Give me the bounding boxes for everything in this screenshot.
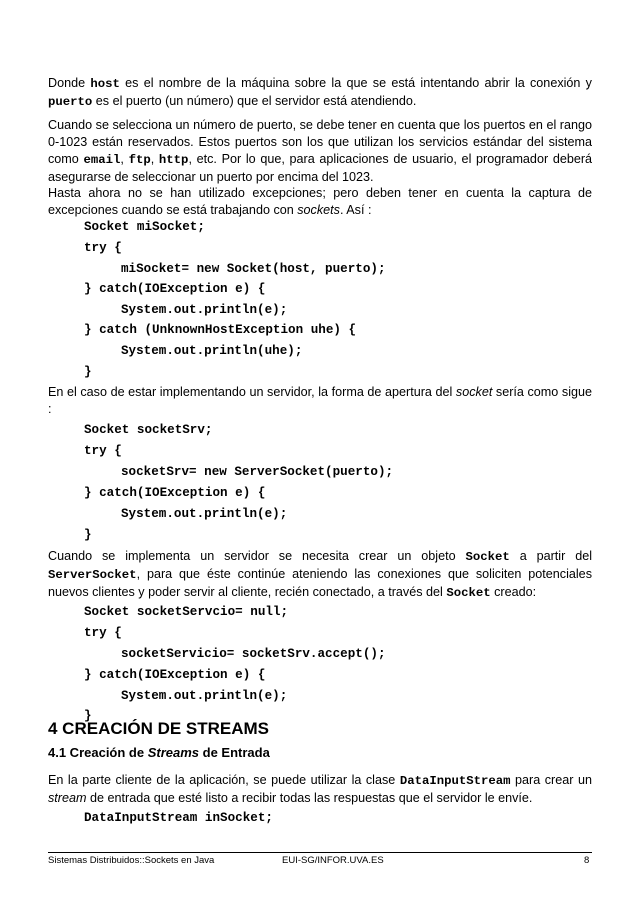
text: a partir del: [509, 549, 592, 563]
section-heading: 4 CREACIÓN DE STREAMS: [48, 719, 270, 738]
code-line: System.out.println(e);: [121, 303, 288, 317]
code-line: }: [84, 528, 92, 542]
text: ,: [150, 152, 159, 166]
page-number: 8: [584, 855, 590, 866]
code-socket: Socket: [446, 586, 491, 600]
paragraph-host-puerto: [48, 75, 592, 111]
code-line: }: [84, 365, 92, 379]
text: , etc. Por lo que, para aplicaciones de usuario, el programador deberá asegurarse de seleccionar un puerto por encima del 1023.: [48, 152, 593, 184]
text: creado:: [490, 585, 537, 599]
code-line: miSocket= new Socket(host, puerto);: [121, 262, 386, 276]
text: . Así :: [339, 203, 372, 217]
code-ftp: ftp: [128, 153, 151, 167]
text: es el puerto (un número) que el servidor está atendiendo.: [92, 94, 417, 108]
emphasis-streams: Streams: [147, 745, 200, 760]
code-line: System.out.println(e);: [121, 507, 288, 521]
paragraph-exceptions: [48, 185, 592, 219]
paragraph-ports: [48, 117, 592, 186]
code-line: } catch(IOException e) {: [84, 486, 266, 500]
code-puerto: puerto: [48, 95, 93, 109]
code-line: } catch(IOException e) {: [84, 668, 266, 682]
footer-center: EUI-SG/INFOR.UVA.ES: [282, 855, 384, 866]
code-line: Socket socketServcio= null;: [84, 605, 289, 619]
code-email: email: [83, 153, 121, 167]
code-line: socketServicio= socketSrv.accept();: [121, 647, 386, 661]
code-line: } catch(IOException e) {: [84, 282, 266, 296]
code-line: try {: [84, 626, 122, 640]
emphasis-stream: stream: [48, 791, 87, 805]
text: 4.1 Creación de: [48, 745, 148, 760]
subsection-heading: [48, 745, 270, 760]
text: En la parte cliente de la aplicación, se puede utilizar la clase: [48, 773, 400, 787]
code-line: socketSrv= new ServerSocket(puerto);: [121, 465, 394, 479]
text: sería como sigue :: [48, 385, 592, 416]
paragraph-datainputstream: [48, 772, 592, 807]
code-line: System.out.println(e);: [121, 689, 288, 703]
emphasis-socket: socket: [455, 385, 493, 399]
text: Cuando se selecciona un número de puerto, se debe tener en cuenta que los puertos en el rango 0-1023 están reservados. Estos puertos son los que utilizan los servicios estándar del sistema como: [48, 118, 592, 166]
code-line: System.out.println(uhe);: [121, 344, 303, 358]
code-http: http: [158, 153, 189, 167]
text: de Entrada: [199, 745, 270, 760]
paragraph-server-implement: [48, 548, 592, 602]
emphasis-sockets: sockets: [297, 203, 340, 217]
text: Hasta ahora no se han utilizado excepciones; pero deben tener en cuenta la captura de excepciones cuando se está trabajando con: [48, 186, 592, 217]
code-serversocket: ServerSocket: [48, 568, 137, 582]
code-line: try {: [84, 444, 122, 458]
code-socket: Socket: [465, 550, 510, 564]
text: es el nombre de la máquina sobre la que se está intentando abrir la conexión y: [119, 76, 592, 90]
code-line: Socket miSocket;: [84, 220, 205, 234]
code-host: host: [90, 77, 120, 91]
text: , para que éste continúe ateniendo las conexiones que soliciten potenciales nuevos clientes y poder servir al cliente, recién conectado, a través del: [48, 567, 592, 599]
paragraph-server-opening: [48, 384, 592, 418]
footer-divider: [48, 852, 592, 853]
code-line: } catch (UnknownHostException uhe) {: [84, 323, 357, 337]
code-line: try {: [84, 241, 122, 255]
code-datainputstream: DataInputStream: [399, 774, 511, 788]
text: Cuando se implementa un servidor se necesita crear un objeto: [48, 549, 466, 563]
text: Donde: [48, 76, 91, 90]
code-line: DataInputStream inSocket;: [84, 811, 273, 825]
code-line: Socket socketSrv;: [84, 423, 213, 437]
code-line: }: [84, 709, 92, 723]
footer-left: Sistemas Distribuidos::Sockets en Java: [48, 855, 215, 866]
text: En el caso de estar implementando un servidor, la forma de apertura del: [48, 385, 456, 399]
text: de entrada que esté listo a recibir todas las respuestas que el servidor le envíe.: [86, 791, 533, 805]
text: ,: [120, 152, 129, 166]
text: para crear un: [510, 773, 592, 787]
